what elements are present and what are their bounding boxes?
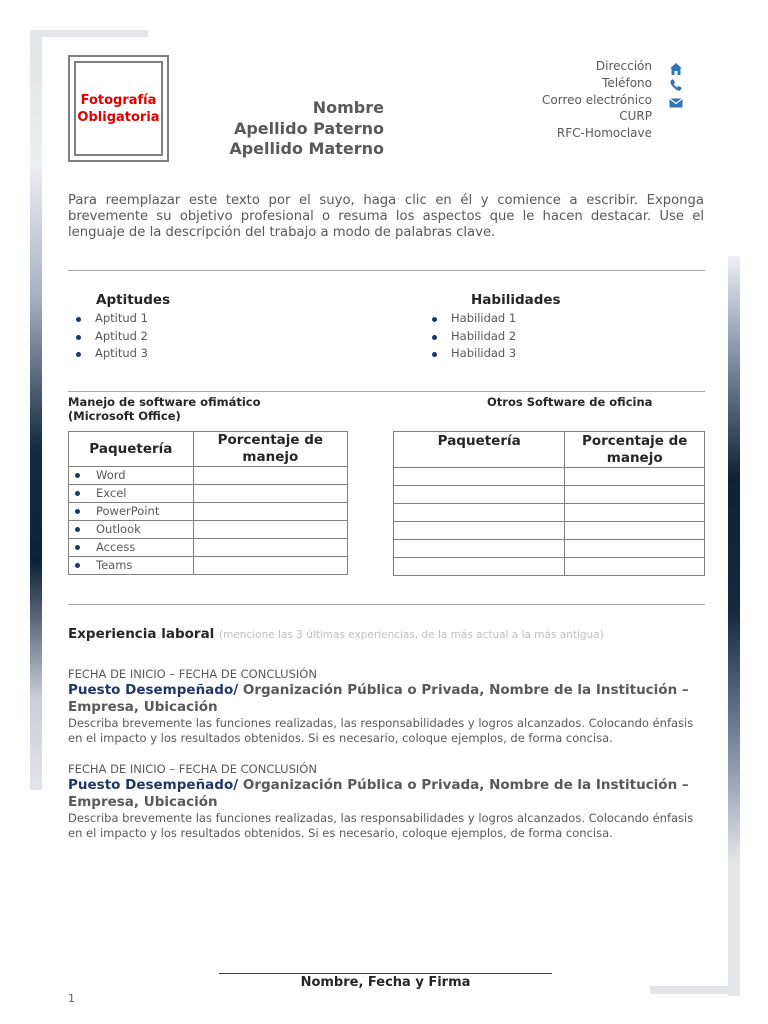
contact-block[interactable]: [542, 58, 652, 142]
contact-phone: Teléfono: [602, 75, 652, 90]
table-row: [394, 504, 705, 522]
job-dates: FECHA DE INICIO – FECHA DE CONCLUSIÓN: [68, 667, 317, 681]
maternal-surname: Apellido Materno: [229, 139, 384, 158]
job-entry[interactable]: [68, 667, 708, 746]
frame-decoration-top: [30, 30, 148, 37]
objective-text[interactable]: Para reemplazar este texto por el suyo, haga clic en él y comience a escribir. Exponga brevemente su objetivo profesional o resuma los aspectos que le hacen destacar. Use el lenguaje de la descripción del trabajo a modo de palabras clave.: [68, 193, 704, 240]
contact-address: Dirección: [595, 59, 652, 73]
table-row: [394, 540, 705, 558]
table-row: [394, 558, 705, 576]
experience-note: (mencione las 3 últimas experiencias, de la más actual a la más antigua): [219, 629, 604, 641]
other-software-table: [393, 431, 705, 576]
table-cell[interactable]: [394, 504, 565, 522]
percentage-cell[interactable]: [565, 558, 705, 576]
experience-title: Experiencia laboral: [68, 626, 215, 642]
habilidades-list: [426, 310, 516, 363]
contact-curp: CURP: [619, 109, 652, 124]
job-organization: Organización Pública o Privada, Nombre de la Institución – Empresa, Ubicación: [68, 682, 689, 715]
divider: [68, 391, 705, 392]
table-cell: PowerPoint: [69, 503, 193, 520]
percentage-cell[interactable]: [565, 486, 705, 504]
table-cell[interactable]: [394, 558, 565, 576]
job-dates: FECHA DE INICIO – FECHA DE CONCLUSIÓN: [68, 762, 317, 776]
signature-label: Nombre, Fecha y Firma: [300, 975, 471, 990]
aptitudes-list: [70, 310, 148, 363]
name-block[interactable]: [229, 98, 384, 160]
aptitudes-title: Aptitudes: [96, 292, 171, 308]
table-header-package: Paquetería: [394, 432, 565, 468]
job-position: Puesto Desempeñado/: [68, 777, 239, 793]
table-row: [69, 467, 348, 485]
table-cell: Teams: [69, 557, 193, 574]
percentage-cell[interactable]: [565, 540, 705, 558]
table-cell[interactable]: [394, 540, 565, 558]
job-position: Puesto Desempeñado/: [68, 682, 239, 698]
contact-email: Correo electrónico: [542, 92, 652, 107]
table-row: [69, 539, 348, 557]
percentage-cell[interactable]: [193, 467, 347, 485]
job-title: [68, 682, 708, 716]
list-item: Aptitud 3: [70, 345, 148, 363]
job-description: Describa brevemente las funciones realizadas, las responsabilidades y logros alcanzados. Colocando énfasis en el impacto y los resultados obtenidos. Si es necesario, coloque ejemplos, de forma concisa.: [68, 716, 694, 745]
table-cell: Word: [69, 467, 193, 484]
table-cell[interactable]: [394, 468, 565, 486]
table-header-percentage: Porcentaje de manejo: [193, 432, 347, 467]
job-title: [68, 777, 708, 811]
frame-decoration-right: [728, 256, 740, 996]
page-number: 1: [68, 992, 75, 1005]
percentage-cell[interactable]: [193, 521, 347, 539]
photo-label: Fotografía Obligatoria: [77, 92, 160, 125]
divider: [68, 270, 705, 271]
other-software-heading: Otros Software de oficina: [487, 395, 653, 409]
percentage-cell[interactable]: [565, 522, 705, 540]
list-item: Aptitud 2: [70, 328, 148, 346]
photo-inner-frame: [74, 61, 163, 156]
table-header-package: Paquetería: [69, 432, 194, 467]
experience-heading: [68, 626, 604, 642]
table-row: [394, 522, 705, 540]
frame-decoration-bottom: [650, 986, 740, 994]
percentage-cell[interactable]: [193, 557, 347, 575]
job-description: Describa brevemente las funciones realizadas, las responsabilidades y logros alcanzados. Colocando énfasis en el impacto y los resultados obtenidos. Si es necesario, coloque ejemplos, de forma concisa.: [68, 811, 694, 840]
table-row: [394, 486, 705, 504]
table-row: [394, 468, 705, 486]
list-item: Aptitud 1: [70, 310, 148, 328]
table-cell[interactable]: [394, 522, 565, 540]
envelope-icon: [668, 95, 684, 111]
contact-rfc: RFC-Homoclave: [556, 126, 652, 141]
office-heading: Manejo de software ofimático (Microsoft Office): [68, 395, 261, 423]
list-item: Habilidad 3: [426, 345, 516, 363]
table-row: [69, 503, 348, 521]
divider: [68, 604, 705, 605]
table-row: [69, 521, 348, 539]
table-cell: Outlook: [69, 521, 193, 538]
table-cell: Excel: [69, 485, 193, 502]
job-entry[interactable]: [68, 762, 708, 841]
percentage-cell[interactable]: [193, 503, 347, 521]
phone-icon: [668, 77, 684, 93]
paternal-surname: Apellido Paterno: [233, 118, 384, 138]
first-name: Nombre: [312, 98, 384, 117]
habilidades-title: Habilidades: [471, 292, 561, 308]
job-organization: Organización Pública o Privada, Nombre de la Institución – Empresa, Ubicación: [68, 777, 689, 810]
photo-placeholder[interactable]: [68, 55, 169, 162]
table-cell[interactable]: [394, 486, 565, 504]
table-row: [69, 557, 348, 575]
percentage-cell[interactable]: [565, 504, 705, 522]
frame-decoration-left: [30, 30, 42, 790]
percentage-cell[interactable]: [193, 539, 347, 557]
table-header-percentage: Porcentaje de manejo: [565, 432, 705, 468]
list-item: Habilidad 1: [426, 310, 516, 328]
signature-line: [219, 973, 552, 974]
table-cell: Access: [69, 539, 193, 556]
office-table: [68, 431, 348, 575]
percentage-cell[interactable]: [193, 485, 347, 503]
list-item: Habilidad 2: [426, 328, 516, 346]
home-icon: [668, 61, 684, 77]
percentage-cell[interactable]: [565, 468, 705, 486]
table-row: [69, 485, 348, 503]
